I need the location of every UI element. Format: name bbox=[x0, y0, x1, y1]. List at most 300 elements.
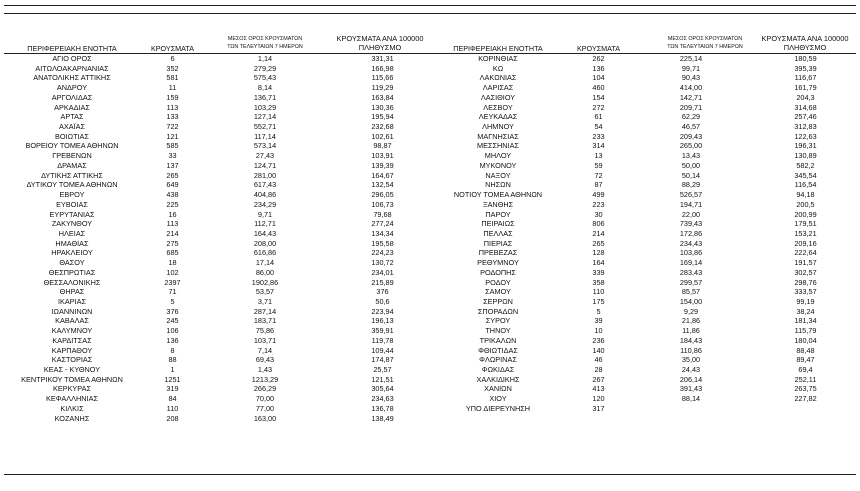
region-name: ΝΑΞΟΥ bbox=[485, 170, 511, 180]
avg7-value: 8,14 bbox=[257, 83, 273, 93]
region-name: ΜΕΣΣΗΝΙΑΣ bbox=[477, 141, 519, 151]
region-name: ΧΙΟΥ bbox=[489, 394, 507, 404]
region-name: ΚΟΡΙΝΘΙΑΣ bbox=[478, 54, 518, 63]
right-table-row bbox=[430, 258, 860, 268]
left-table-row bbox=[4, 83, 440, 93]
per100k-value: 69,4 bbox=[798, 365, 813, 374]
region-name: ΛΑΡΙΣΑΣ bbox=[482, 83, 514, 93]
per100k-value: 298,76 bbox=[794, 277, 817, 287]
cases-value: 460 bbox=[592, 83, 605, 93]
per100k-value: 38,24 bbox=[796, 306, 815, 316]
cases-value: 110 bbox=[592, 287, 605, 297]
right-table-row bbox=[430, 355, 860, 365]
cases-value: 6 bbox=[170, 54, 175, 63]
right-table-row bbox=[430, 171, 860, 181]
region-name: ΡΟΔΟΠΗΣ bbox=[480, 267, 516, 277]
left-table-row bbox=[4, 316, 440, 326]
per100k-value: 136,78 bbox=[371, 403, 394, 413]
cases-value: 106 bbox=[166, 326, 179, 336]
per100k-value: 296,05 bbox=[371, 190, 394, 200]
region-name: ΡΟΔΟΥ bbox=[485, 277, 511, 287]
right-table-row bbox=[430, 297, 860, 307]
left-table-row bbox=[4, 219, 440, 229]
avg7-value: 124,71 bbox=[253, 160, 277, 170]
avg7-value: 266,29 bbox=[253, 384, 277, 394]
avg7-value bbox=[631, 404, 751, 414]
left-table-row bbox=[4, 365, 440, 375]
avg7-value: 69,43 bbox=[255, 355, 275, 365]
avg7-value: 103,86 bbox=[679, 248, 703, 258]
left-table-row bbox=[4, 171, 440, 181]
region-name: ΑΝΔΡΟΥ bbox=[56, 83, 88, 93]
avg7-value: 127,14 bbox=[253, 112, 277, 122]
avg7-value: 77,00 bbox=[255, 403, 275, 413]
avg7-value: 62,29 bbox=[681, 112, 701, 122]
region-name: ΣΠΟΡΑΔΩΝ bbox=[477, 306, 519, 316]
left-table-row bbox=[4, 297, 440, 307]
region-name: ΚΑΣΤΟΡΙΑΣ bbox=[51, 355, 93, 365]
cases-value: 275 bbox=[166, 238, 179, 248]
left-header-avg-line2: ΤΩΝ ΤΕΛΕΥΤΑΙΩΝ 7 ΗΜΕΡΩΝ bbox=[227, 44, 303, 50]
avg7-value: 575,43 bbox=[253, 73, 277, 83]
region-name: ΞΑΝΘΗΣ bbox=[482, 199, 514, 209]
cases-value: 113 bbox=[166, 102, 179, 112]
left-table-row bbox=[4, 190, 440, 200]
per100k-value: 106,73 bbox=[371, 199, 394, 209]
avg7-value: 172,86 bbox=[679, 228, 703, 238]
per100k-value: 164,67 bbox=[371, 170, 394, 180]
per100k-value: 196,13 bbox=[371, 316, 394, 326]
cases-value: 265 bbox=[166, 170, 179, 180]
right-table-row bbox=[430, 190, 860, 200]
region-name: ΑΧΑΪΑΣ bbox=[58, 122, 85, 132]
avg7-value: 21,86 bbox=[681, 316, 701, 326]
cases-value: 2397 bbox=[164, 277, 181, 287]
avg7-value: 206,14 bbox=[679, 374, 703, 384]
avg7-value: 163,00 bbox=[253, 413, 277, 423]
region-name: ΒΟΙΩΤΙΑΣ bbox=[55, 131, 89, 141]
avg7-value: 209,43 bbox=[679, 131, 703, 141]
per100k-value: 116,67 bbox=[794, 73, 817, 83]
avg7-value: 573,14 bbox=[253, 141, 277, 151]
per100k-value: 232,68 bbox=[371, 122, 394, 132]
right-table-row bbox=[430, 239, 860, 249]
per100k-value: 200,5 bbox=[796, 199, 815, 209]
avg7-value: 50,00 bbox=[681, 160, 701, 170]
avg7-value: 154,00 bbox=[679, 296, 703, 306]
left-table-row bbox=[4, 112, 440, 122]
right-table-row bbox=[430, 210, 860, 220]
region-name: ΠΕΙΡΑΙΩΣ bbox=[481, 219, 515, 229]
cases-value: 581 bbox=[166, 73, 179, 83]
cases-value: 236 bbox=[592, 335, 605, 345]
per100k-value: 181,34 bbox=[794, 316, 817, 326]
region-name: ΘΕΣΠΡΩΤΙΑΣ bbox=[48, 267, 96, 277]
top-rule bbox=[4, 5, 856, 6]
avg7-value: 86,00 bbox=[255, 267, 275, 277]
cases-value: 87 bbox=[594, 180, 603, 190]
cases-value: 54 bbox=[594, 122, 603, 132]
left-data-table bbox=[4, 54, 440, 423]
avg7-value: 85,57 bbox=[681, 287, 701, 297]
per100k-value: 215,89 bbox=[371, 277, 394, 287]
cases-value: 376 bbox=[166, 306, 179, 316]
cases-value: 30 bbox=[594, 209, 603, 219]
cases-value: 339 bbox=[592, 267, 605, 277]
avg7-value: 526,57 bbox=[679, 190, 703, 200]
right-table-row bbox=[430, 248, 860, 258]
region-name: ΚΑΒΑΛΑΣ bbox=[55, 316, 89, 326]
cases-value: 1 bbox=[170, 365, 175, 374]
per100k-value: 88,48 bbox=[796, 345, 815, 355]
per100k-value: 130,36 bbox=[371, 102, 394, 112]
region-name: ΛΗΜΝΟΥ bbox=[482, 122, 514, 132]
right-table-row bbox=[430, 64, 860, 74]
cases-value: 33 bbox=[168, 151, 177, 161]
per100k-value: 314,68 bbox=[794, 102, 817, 112]
right-table-row bbox=[430, 278, 860, 288]
cases-value: 110 bbox=[166, 403, 179, 413]
region-name: ΜΗΛΟΥ bbox=[484, 151, 512, 161]
avg7-value: 35,00 bbox=[681, 355, 701, 365]
avg7-value: 117,14 bbox=[254, 131, 276, 141]
region-name: ΙΩΑΝΝΙΝΩΝ bbox=[51, 306, 93, 316]
left-table-row bbox=[4, 122, 440, 132]
cases-value: 159 bbox=[166, 92, 179, 102]
per100k-value: 252,11 bbox=[794, 374, 817, 384]
cases-value: 5 bbox=[596, 306, 601, 316]
left-header-avg-line1: ΜΕΣΟΣ ΟΡΟΣ ΚΡΟΥΣΜΑΤΩΝ bbox=[227, 36, 303, 42]
cases-value: 208 bbox=[166, 413, 179, 423]
avg7-value: 103,29 bbox=[253, 102, 277, 112]
avg7-value: 1213,29 bbox=[251, 374, 279, 384]
avg7-value: 1902,86 bbox=[251, 277, 279, 287]
per100k-value: 376 bbox=[376, 287, 389, 297]
right-table-row bbox=[430, 180, 860, 190]
avg7-value: 53,57 bbox=[255, 287, 275, 297]
region-name: ΠΑΡΟΥ bbox=[485, 209, 511, 219]
cases-value: 649 bbox=[166, 180, 179, 190]
avg7-value: 88,14 bbox=[681, 394, 701, 404]
avg7-value: 287,14 bbox=[253, 306, 277, 316]
right-table-row bbox=[430, 404, 860, 414]
region-name: ΑΡΚΑΔΙΑΣ bbox=[54, 102, 90, 112]
region-name: ΒΟΡΕΙΟΥ ΤΟΜΕΑ ΑΘΗΝΩΝ bbox=[25, 141, 119, 151]
region-name: ΑΡΤΑΣ bbox=[60, 112, 84, 122]
region-name: ΠΡΕΒΕΖΑΣ bbox=[478, 248, 518, 258]
per100k-value: 89,47 bbox=[796, 355, 815, 365]
region-name: ΛΕΣΒΟΥ bbox=[483, 102, 513, 112]
left-table-row bbox=[4, 93, 440, 103]
per100k-value: 582,2 bbox=[796, 160, 815, 170]
region-name: ΜΥΚΟΝΟΥ bbox=[479, 160, 517, 170]
right-table-row bbox=[430, 287, 860, 297]
right-header-avg-line2: ΤΩΝ ΤΕΛΕΥΤΑΙΩΝ 7 ΗΜΕΡΩΝ bbox=[667, 44, 743, 50]
avg7-value: 209,71 bbox=[679, 102, 703, 112]
avg7-value: 414,00 bbox=[679, 83, 703, 93]
avg7-value: 13,43 bbox=[681, 151, 701, 161]
avg7-value: 234,29 bbox=[253, 199, 277, 209]
per100k-value: 224,23 bbox=[371, 248, 394, 258]
avg7-value: 24,43 bbox=[681, 365, 701, 374]
per100k-value: 222,64 bbox=[794, 248, 817, 258]
per100k-value: 109,44 bbox=[371, 345, 394, 355]
avg7-value: 281,00 bbox=[253, 170, 277, 180]
cases-value: 104 bbox=[592, 73, 605, 83]
per100k-value: 195,58 bbox=[371, 238, 394, 248]
region-name: ΚΟΖΑΝΗΣ bbox=[54, 413, 90, 423]
region-name: ΘΕΣΣΑΛΟΝΙΚΗΣ bbox=[43, 277, 101, 287]
avg7-value: 9,29 bbox=[683, 306, 699, 316]
per100k-value: 50,6 bbox=[375, 296, 390, 306]
cases-value: 136 bbox=[166, 335, 179, 345]
region-name: ΧΑΛΚΙΔΙΚΗΣ bbox=[476, 374, 520, 384]
region-name: ΠΙΕΡΙΑΣ bbox=[483, 238, 513, 248]
right-table-row bbox=[430, 93, 860, 103]
region-name: ΚΑΛΥΜΝΟΥ bbox=[51, 326, 93, 336]
right-table-row bbox=[430, 394, 860, 404]
region-name: ΖΑΚΥΝΘΟΥ bbox=[51, 219, 93, 229]
cases-value: 806 bbox=[592, 219, 605, 229]
left-header-per100k-line2: ΠΛΗΘΥΣΜΟ bbox=[358, 43, 402, 52]
per100k-value: 139,39 bbox=[371, 160, 394, 170]
right-table-row bbox=[430, 307, 860, 317]
per100k-value: 115,66 bbox=[371, 73, 394, 83]
cases-value: 128 bbox=[592, 248, 605, 258]
avg7-value: 234,43 bbox=[679, 238, 703, 248]
region-name: ΦΛΩΡΙΝΑΣ bbox=[479, 355, 517, 365]
region-name: ΓΡΕΒΕΝΩΝ bbox=[52, 151, 92, 161]
avg7-value: 11,86 bbox=[682, 326, 700, 336]
avg7-value: 169,14 bbox=[679, 258, 703, 268]
left-table-row bbox=[4, 229, 440, 239]
left-table-row bbox=[4, 151, 440, 161]
per100k-value: 277,24 bbox=[371, 219, 394, 229]
cases-value: 214 bbox=[592, 228, 605, 238]
per100k-value: 209,16 bbox=[794, 238, 817, 248]
cases-value: 214 bbox=[166, 228, 179, 238]
per100k-value: 179,51 bbox=[794, 219, 817, 229]
avg7-value: 208,00 bbox=[253, 238, 277, 248]
per100k-value: 195,94 bbox=[371, 112, 394, 122]
left-header-avg bbox=[205, 35, 325, 51]
avg7-value: 9,71 bbox=[257, 209, 273, 219]
cases-value: 137 bbox=[166, 160, 179, 170]
per100k-value: 130,72 bbox=[371, 258, 394, 268]
region-name: ΑΙΤΩΛΟΑΚΑΡΝΑΝΙΑΣ bbox=[35, 63, 109, 73]
region-name: ΗΜΑΘΙΑΣ bbox=[55, 238, 89, 248]
region-name: ΛΑΚΩΝΙΑΣ bbox=[479, 73, 517, 83]
right-table-row bbox=[430, 375, 860, 385]
cases-value: 10 bbox=[594, 326, 603, 336]
avg7-value: 164,43 bbox=[253, 228, 277, 238]
header-top-rule bbox=[4, 13, 856, 14]
right-header-avg bbox=[645, 35, 765, 51]
left-table-row bbox=[4, 326, 440, 336]
per100k-value: 134,34 bbox=[371, 228, 394, 238]
cases-value: 121 bbox=[166, 131, 179, 141]
avg7-value: 739,43 bbox=[679, 219, 703, 229]
region-name: ΗΛΕΙΑΣ bbox=[58, 228, 86, 238]
region-name: ΑΝΑΤΟΛΙΚΗΣ ΑΤΤΙΚΗΣ bbox=[33, 73, 111, 83]
cases-value: 175 bbox=[592, 296, 605, 306]
right-table-row bbox=[430, 200, 860, 210]
per100k-value bbox=[751, 404, 860, 414]
region-name: ΔΥΤΙΚΟΥ ΤΟΜΕΑ ΑΘΗΝΩΝ bbox=[26, 180, 118, 190]
per100k-value: 180,04 bbox=[794, 335, 817, 345]
cases-value: 722 bbox=[166, 122, 179, 132]
region-name: ΚΙΛΚΙΣ bbox=[60, 403, 84, 413]
avg7-value: 552,71 bbox=[253, 122, 277, 132]
left-header-per100k bbox=[325, 34, 435, 52]
region-name: ΚΕΝΤΡΙΚΟΥ ΤΟΜΕΑ ΑΘΗΝΩΝ bbox=[21, 374, 123, 384]
left-table-row bbox=[4, 394, 440, 404]
per100k-value: 122,63 bbox=[794, 131, 817, 141]
left-header-per100k-line1: ΚΡΟΥΣΜΑΤΑ ΑΝΑ 100000 bbox=[336, 34, 424, 43]
cases-value: 265 bbox=[592, 238, 605, 248]
right-table-body bbox=[430, 54, 860, 414]
avg7-value: 279,29 bbox=[253, 63, 277, 73]
left-table-row bbox=[4, 404, 440, 414]
cases-value: 267 bbox=[592, 374, 605, 384]
right-header-per100k bbox=[750, 34, 860, 52]
region-name: ΤΗΝΟΥ bbox=[485, 326, 511, 336]
left-table-body bbox=[4, 54, 440, 423]
avg7-value: 265,00 bbox=[679, 141, 703, 151]
per100k-value: 102,61 bbox=[371, 131, 394, 141]
region-name: ΑΡΓΟΛΙΔΑΣ bbox=[51, 92, 93, 102]
right-table-row bbox=[430, 103, 860, 113]
right-table-row bbox=[430, 54, 860, 64]
right-header-region: ΠΕΡΙΦΕΡΕΙΑΚΗ ΕΝΟΤΗΤΑ bbox=[453, 44, 543, 53]
right-table-row bbox=[430, 229, 860, 239]
region-name: ΚΕΡΚΥΡΑΣ bbox=[52, 384, 92, 394]
region-name: ΛΕΥΚΑΔΑΣ bbox=[478, 112, 518, 122]
region-name: ΣΑΜΟΥ bbox=[485, 287, 511, 297]
region-name: ΠΕΛΛΑΣ bbox=[483, 228, 513, 238]
cases-value: 59 bbox=[594, 160, 603, 170]
per100k-value: 99,19 bbox=[796, 296, 815, 306]
per100k-value: 234,01 bbox=[371, 267, 394, 277]
avg7-value: 225,14 bbox=[679, 54, 703, 63]
avg7-value: 616,86 bbox=[253, 248, 277, 258]
left-table-row bbox=[4, 346, 440, 356]
per100k-value: 359,91 bbox=[371, 326, 394, 336]
right-table-row bbox=[430, 316, 860, 326]
per100k-value: 345,54 bbox=[794, 170, 817, 180]
region-name: ΚΕΑΣ - ΚΥΘΝΟΥ bbox=[43, 365, 101, 374]
per100k-value: 130,89 bbox=[794, 151, 817, 161]
per100k-value: 94,18 bbox=[796, 190, 815, 200]
per100k-value: 166,98 bbox=[371, 63, 394, 73]
per100k-value: 227,82 bbox=[794, 394, 817, 404]
cases-value: 140 bbox=[592, 345, 605, 355]
right-header-per100k-line1: ΚΡΟΥΣΜΑΤΑ ΑΝΑ 100000 bbox=[761, 34, 849, 43]
cases-value: 262 bbox=[592, 54, 605, 63]
left-table-row bbox=[4, 414, 440, 424]
region-name: ΚΑΡΠΑΘΟΥ bbox=[51, 345, 93, 355]
left-table-row bbox=[4, 248, 440, 258]
region-name: ΕΒΡΟΥ bbox=[59, 190, 85, 200]
right-header-per100k-line2: ΠΛΗΘΥΣΜΟ bbox=[783, 43, 827, 52]
region-name: ΑΓΙΟ ΟΡΟΣ bbox=[52, 54, 92, 63]
right-table-row bbox=[430, 326, 860, 336]
per100k-value: 333,57 bbox=[794, 287, 817, 297]
region-name: ΥΠΟ ΔΙΕΡΕΥΝΗΣΗ bbox=[465, 403, 531, 413]
right-table-row bbox=[430, 132, 860, 142]
left-table-row bbox=[4, 141, 440, 151]
cases-value: 72 bbox=[594, 170, 603, 180]
avg7-value: 404,86 bbox=[253, 190, 277, 200]
avg7-value: 194,71 bbox=[679, 199, 703, 209]
avg7-value: 17,14 bbox=[255, 258, 275, 268]
region-name: ΙΚΑΡΙΑΣ bbox=[57, 296, 87, 306]
left-table-row bbox=[4, 239, 440, 249]
per100k-value: 257,46 bbox=[794, 112, 817, 122]
right-table-row bbox=[430, 161, 860, 171]
region-name: ΣΕΡΡΩΝ bbox=[483, 296, 513, 306]
cases-value: 1251 bbox=[164, 374, 181, 384]
cases-value: 28 bbox=[594, 365, 603, 374]
cases-value: 133 bbox=[166, 112, 179, 122]
region-name: ΣΥΡΟΥ bbox=[485, 316, 511, 326]
left-table-row bbox=[4, 103, 440, 113]
per100k-value: 138,49 bbox=[371, 413, 394, 423]
left-table-row bbox=[4, 355, 440, 365]
avg7-value: 50,14 bbox=[681, 170, 701, 180]
left-table-row bbox=[4, 307, 440, 317]
cases-value: 5 bbox=[170, 296, 175, 306]
per100k-value: 223,94 bbox=[371, 306, 394, 316]
avg7-value: 110,86 bbox=[680, 345, 702, 355]
per100k-value: 116,54 bbox=[794, 180, 817, 190]
avg7-value: 75,86 bbox=[255, 326, 275, 336]
avg7-value: 391,43 bbox=[679, 384, 703, 394]
region-name: ΡΕΘΥΜΝΟΥ bbox=[477, 258, 519, 268]
region-name: ΝΗΣΩΝ bbox=[485, 180, 511, 190]
left-table-row bbox=[4, 180, 440, 190]
avg7-value: 142,71 bbox=[679, 92, 703, 102]
per100k-value: 302,57 bbox=[794, 267, 817, 277]
per100k-value: 196,31 bbox=[794, 141, 817, 151]
per100k-value: 119,78 bbox=[371, 335, 394, 345]
per100k-value: 161,79 bbox=[794, 83, 817, 93]
left-table-row bbox=[4, 278, 440, 288]
region-name: ΕΥΡΥΤΑΝΙΑΣ bbox=[49, 209, 95, 219]
left-table-row bbox=[4, 287, 440, 297]
region-name: ΧΑΝΙΩΝ bbox=[484, 384, 512, 394]
per100k-value: 153,21 bbox=[794, 228, 817, 238]
cases-value: 413 bbox=[592, 384, 605, 394]
per100k-value: 312,83 bbox=[794, 122, 817, 132]
right-table-row bbox=[430, 346, 860, 356]
cases-value: 319 bbox=[166, 384, 179, 394]
cases-value: 585 bbox=[166, 141, 179, 151]
per100k-value: 395,39 bbox=[794, 63, 817, 73]
per100k-value: 163,84 bbox=[371, 92, 394, 102]
avg7-value: 22,00 bbox=[681, 209, 701, 219]
region-name: ΦΩΚΙΔΑΣ bbox=[481, 365, 515, 374]
cases-value: 438 bbox=[166, 190, 179, 200]
cases-value: 120 bbox=[592, 394, 605, 404]
region-name: ΝΟΤΙΟΥ ΤΟΜΕΑ ΑΘΗΝΩΝ bbox=[453, 190, 543, 200]
left-table-row bbox=[4, 375, 440, 385]
avg7-value: 1,43 bbox=[257, 365, 273, 374]
region-name: ΔΡΑΜΑΣ bbox=[57, 160, 87, 170]
cases-value: 225 bbox=[166, 199, 179, 209]
cases-value: 13 bbox=[594, 151, 603, 161]
region-name: ΛΑΣΙΘΙΟΥ bbox=[480, 92, 516, 102]
